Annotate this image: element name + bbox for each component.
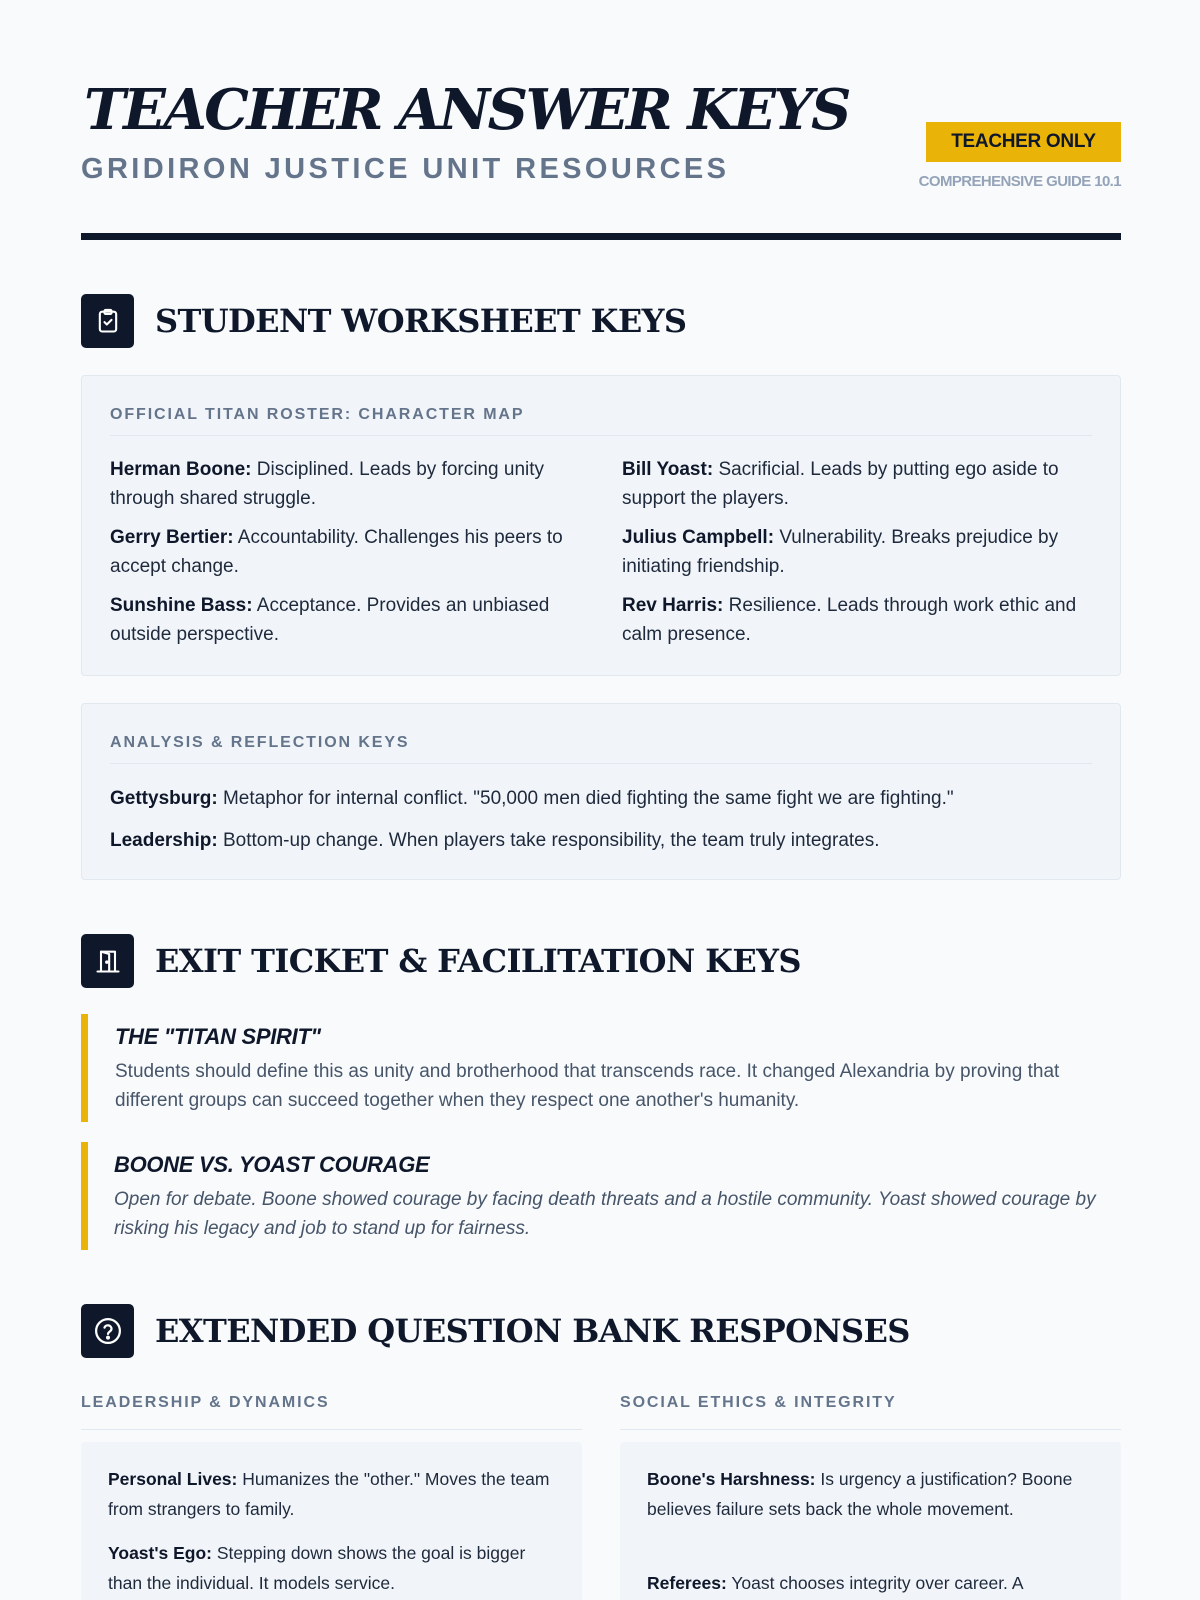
door-exit-icon <box>81 934 134 988</box>
question-bank-left <box>81 1394 582 1600</box>
analysis-key: Leadership: <box>110 830 218 851</box>
column-divider <box>81 1429 582 1430</box>
response-text: Stepping down shows the goal is bigger than the individual. It models service. <box>108 1543 526 1593</box>
facilitation-block <box>81 1014 1121 1122</box>
question-response <box>108 1538 560 1598</box>
character-name: Bill Yoast: <box>622 459 714 480</box>
character-desc: Resilience. Leads through work ethic and calm presence. <box>622 595 1077 645</box>
question-bank-right <box>620 1394 1121 1600</box>
card-label: OFFICIAL TITAN ROSTER: CHARACTER MAP <box>110 406 525 423</box>
page-header <box>81 0 1121 245</box>
question-circle-icon <box>81 1304 134 1358</box>
character-desc: Sacrificial. Leads by putting ego aside to support the players. <box>622 459 1059 509</box>
facilitation-body: Students should define this as unity and brotherhood that transcends race. It changed Alexandria by proving that different groups can succeed together when they respect one another's humanity. <box>115 1061 1060 1111</box>
roster-item <box>622 456 1086 513</box>
response-key: Personal Lives: <box>108 1469 238 1489</box>
analysis-item <box>110 827 880 855</box>
roster-item <box>110 456 574 513</box>
roster-item <box>110 592 574 649</box>
roster-card <box>81 375 1121 676</box>
response-key: Yoast's Ego: <box>108 1543 212 1563</box>
roster-item <box>110 524 574 581</box>
section-title: EXIT TICKET & FACILITATION KEYS <box>155 942 801 980</box>
section-title: STUDENT WORKSHEET KEYS <box>155 302 687 340</box>
analysis-item <box>110 785 954 813</box>
facilitation-body: Open for debate. Boone showed courage by facing death threats and a hostile community. Yoast showed courage by risking his legacy and job to stand up for fairness. <box>114 1189 1096 1239</box>
character-name: Julius Campbell: <box>622 527 775 548</box>
character-name: Gerry Bertier: <box>110 527 234 548</box>
section-header-bank <box>81 1304 910 1358</box>
response-text: Humanizes the "other." Moves the team from strangers to family. <box>108 1469 550 1519</box>
character-desc: Disciplined. Leads by forcing unity through shared struggle. <box>110 459 545 509</box>
card-divider <box>110 763 1092 764</box>
section-header-worksheet <box>81 294 686 348</box>
column-label: SOCIAL ETHICS & INTEGRITY <box>620 1394 897 1411</box>
facilitation-block <box>81 1142 1121 1250</box>
answer-key-page <box>81 0 1121 1593</box>
facilitation-title: BOONE VS. YOAST COURAGE <box>114 1152 430 1177</box>
teacher-only-badge: TEACHER ONLY <box>926 122 1121 162</box>
analysis-card <box>81 703 1121 880</box>
question-response <box>108 1464 560 1524</box>
facilitation-title: THE "TITAN SPIRIT" <box>115 1024 321 1049</box>
response-text: Yoast chooses integrity over career. A <box>731 1573 1024 1593</box>
question-response <box>647 1464 1099 1524</box>
card-divider <box>110 435 1092 436</box>
analysis-key: Gettysburg: <box>110 788 218 809</box>
response-key: Referees: <box>647 1573 727 1593</box>
response-text: Is urgency a justification? Boone believes failure sets back the whole movement. <box>647 1469 1073 1519</box>
section-header-exit <box>81 934 801 988</box>
character-desc: Acceptance. Provides an unbiased outside perspective. <box>110 595 550 645</box>
column-label: LEADERSHIP & DYNAMICS <box>81 1394 330 1411</box>
question-response <box>647 1568 1099 1598</box>
question-bank-card <box>620 1442 1121 1600</box>
analysis-text: Bottom-up change. When players take responsibility, the team truly integrates. <box>222 830 880 851</box>
column-divider <box>620 1429 1121 1430</box>
roster-item <box>622 524 1086 581</box>
response-key: Boone's Harshness: <box>647 1469 816 1489</box>
roster-item <box>622 592 1086 649</box>
character-name: Sunshine Bass: <box>110 595 253 616</box>
guide-reference: COMPREHENSIVE GUIDE 10.1 <box>918 173 1121 190</box>
character-name: Herman Boone: <box>110 459 252 480</box>
clipboard-check-icon <box>81 294 134 348</box>
character-name: Rev Harris: <box>622 595 724 616</box>
page-subtitle: GRIDIRON JUSTICE UNIT RESOURCES <box>81 153 730 185</box>
question-bank-card <box>81 1442 582 1600</box>
header-divider <box>81 233 1121 240</box>
character-desc: Accountability. Challenges his peers to accept change. <box>110 527 563 577</box>
character-desc: Vulnerability. Breaks prejudice by initiating friendship. <box>622 527 1059 577</box>
analysis-text: Metaphor for internal conflict. "50,000 men died fighting the same fight we are fighting." <box>222 788 954 809</box>
card-label: ANALYSIS & REFLECTION KEYS <box>110 734 410 751</box>
section-title: EXTENDED QUESTION BANK RESPONSES <box>155 1312 910 1350</box>
page-title: TEACHER ANSWER KEYS <box>84 77 849 143</box>
